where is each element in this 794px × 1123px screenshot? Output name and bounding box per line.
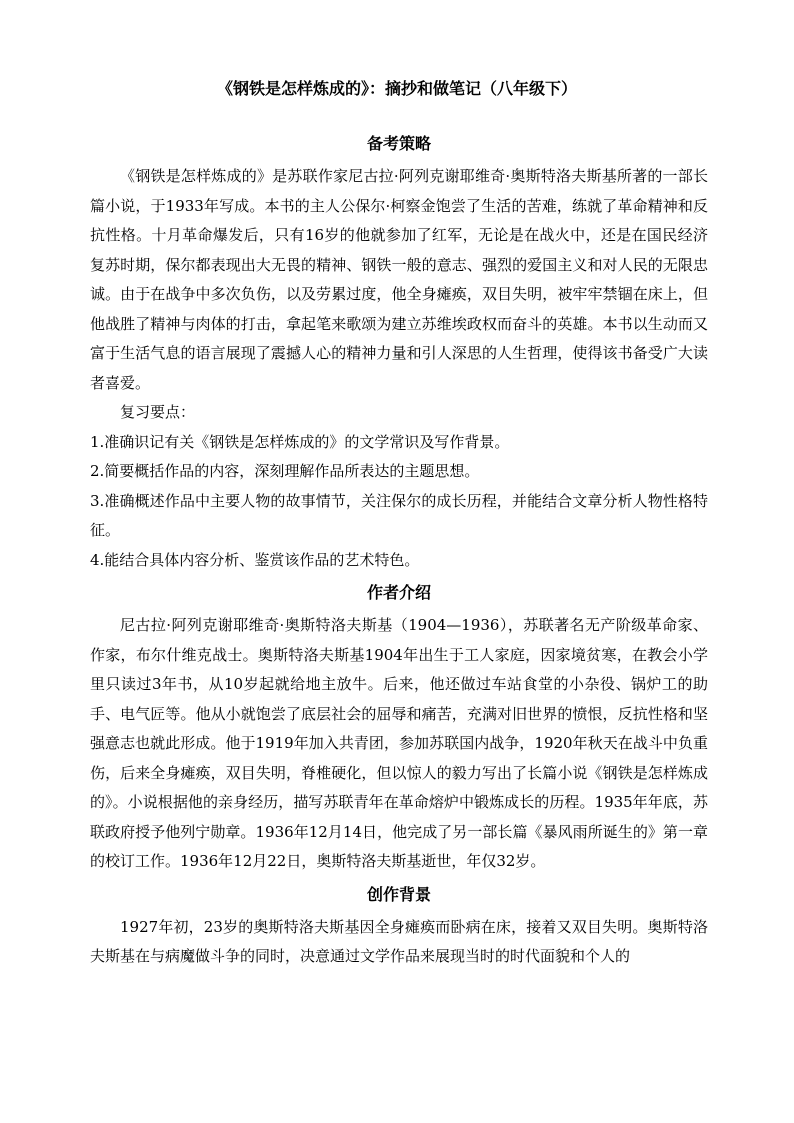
review-point-item: 3.准确概述作品中主要人物的故事情节，关注保尔的成长历程，并能结合文章分析人物性格特征。 [90,491,708,539]
document-body [90,126,708,972]
section-heading: 作者介绍 [366,583,431,602]
review-point-item: 1.准确识记有关《钢铁是怎样炼成的》的文学常识及写作背景。 [90,432,510,451]
section-creation-background [90,877,708,972]
section-heading: 备考策略 [366,134,431,153]
document-title: 《钢铁是怎样炼成的》：摘抄和做笔记（八年级下） [216,79,577,98]
body-paragraph: 1927年初，23岁的奥斯特洛夫斯基因全身瘫痪而卧病在床，接着又双目失明。奥斯特洛夫斯基在与病魔做斗争的同时，决意通过文学作品来展现当时的时代面貌和个人的 [90,917,708,965]
review-point-item: 4.能结合具体内容分析、鉴赏该作品的艺术特色。 [90,550,420,569]
body-paragraph: 尼古拉·阿列克谢耶维奇·奥斯特洛夫斯基（1904—1936），苏联著名无产阶级革命家、作家，布尔什维克战士。奥斯特洛夫斯基1904年出生于工人家庭，因家境贫寒，在教会小学里只读过3年书，从10岁起就给地主放牛。后来，他还做过车站食堂的小杂役、锅炉工的助手、电气匠等。他从小就饱尝了底层社会的屈辱和痛苦，充满对旧世界的愤恨，反抗性格和坚强意志也就此形成。他于1919年加入共青团，参加苏联国内战争，1920年秋天在战斗中负重伤，后来全身瘫痪，双目失明，脊椎硬化，但以惊人的毅力写出了长篇小说《钢铁是怎样炼成的》。小说根据他的亲身经历，描写苏联青年在革命熔炉中锻炼成长的历程。1935年年底，苏联政府授予他列宁勋章。1936年12月14日，他完成了另一部长篇《暴风雨所诞生的》第一章的校订工作。1936年12月22日，奥斯特洛夫斯基逝世，年仅32岁。 [90,616,708,870]
review-points-label: 复习要点： [120,403,196,421]
section-author-intro [90,575,708,877]
review-point-item: 2.简要概括作品的内容，深刻理解作品所表达的主题思想。 [90,462,480,480]
section-exam-strategy [90,126,708,575]
body-paragraph: 《钢铁是怎样炼成的》是苏联作家尼古拉·阿列克谢耶维奇·奥斯特洛夫斯基所著的一部长篇小说，于1933年写成。本书的主人公保尔·柯察金饱尝了生活的苦难，练就了革命精神和反抗性格。十月革命爆发后，只有16岁的他就参加了红军，无论是在战火中，还是在国民经济复苏时期，保尔都表现出大无畏的精神、钢铁一般的意志、强烈的爱国主义和对人民的无限忠诚。由于在战争中多次负伤，以及劳累过度，他全身瘫痪，双目失明，被牢牢禁锢在床上，但他战胜了精神与肉体的打击，拿起笔来歌颂为建立苏维埃政权而奋斗的英雄。本书以生动而又富于生活气息的语言展现了震撼人心的精神力量和引人深思的人生哲理，使得该书备受广大读者喜爱。 [90,167,708,392]
section-heading: 创作背景 [366,884,431,904]
